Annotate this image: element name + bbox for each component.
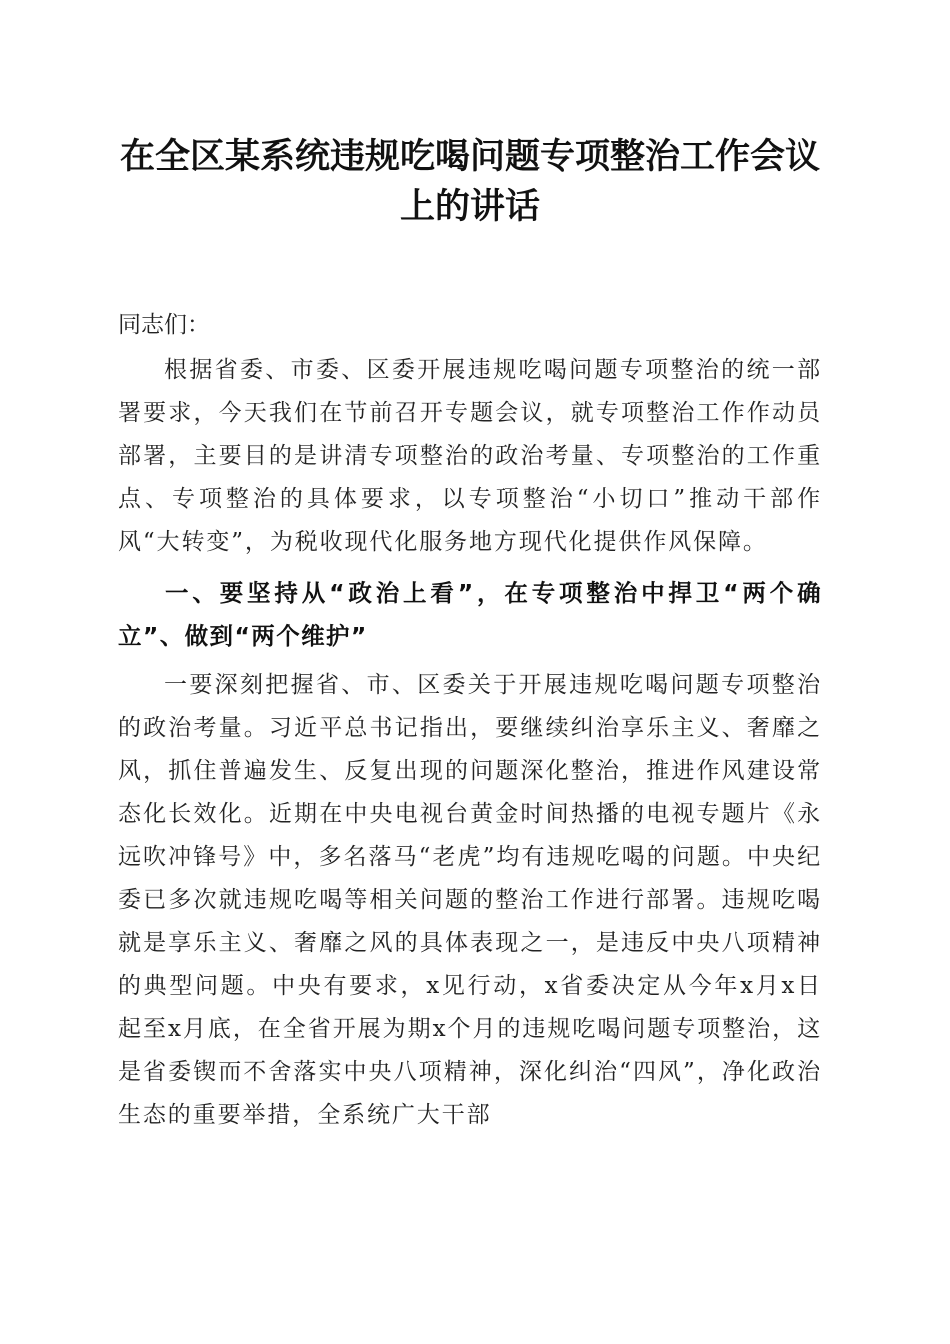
document-page — [118, 132, 822, 1137]
title-line-1: 在全区某系统违规吃喝问题专项整治工作会议 — [119, 136, 820, 177]
paragraph-intro: 根据省委、市委、区委开展违规吃喝问题专项整治的统一部署要求，今天我们在节前召开专题会议，就专项整治工作作动员部署，主要目的是讲清专项整治的政治考量、专项整治的工作重点、专项整治的具体要求，以专项整治“小切口”推动干部作风“大转变”，为税收现代化服务地方现代化提供作风保障。 — [118, 357, 822, 555]
document-title — [118, 132, 822, 232]
salutation: 同志们： — [118, 312, 210, 338]
paragraph-section-1: 一要深刻把握省、市、区委关于开展违规吃喝问题专项整治的政治考量。习近平总书记指出，要继续纠治享乐主义、奢靡之风，抓住普遍发生、反复出现的问题深化整治，推进作风建设常态化长效化。近期在中央电视台黄金时间热播的电视专题片《永远吹冲锋号》中，多名落马“老虎”均有违规吃喝的问题。中央纪委已多次就违规吃喝等相关问题的整治工作进行部署。违规吃喝就是享乐主义、奢靡之风的具体表现之一，是违反中央八项精神的典型问题。中央有要求，x见行动，x省委决定从今年x月x日起至x月底，在全省开展为期x个月的违规吃喝问题专项整治，这是省委锲而不舍落实中央八项精神，深化纠治“四风”，净化政治生态的重要举措，全系统广大干部 — [118, 672, 822, 1128]
section-heading-1: 一、要坚持从“政治上看”，在专项整治中捍卫“两个确立”、做到“两个维护” — [118, 579, 822, 650]
title-line-2: 上的讲话 — [399, 186, 540, 227]
